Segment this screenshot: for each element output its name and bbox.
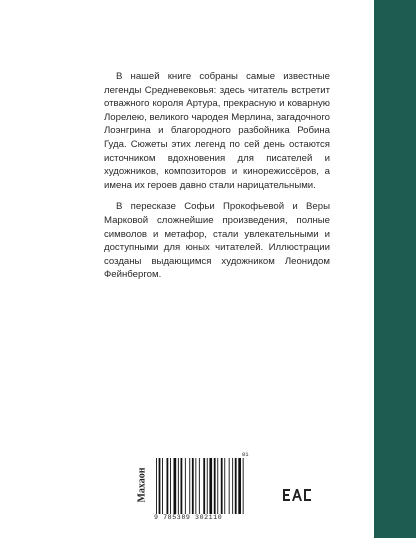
- barcode-digits: 9 785389 302110: [154, 514, 223, 521]
- eac-certification-mark: [282, 488, 312, 502]
- back-cover-blurb: [104, 70, 330, 290]
- publisher-logo: [136, 462, 148, 508]
- spine-color-band: [374, 0, 416, 538]
- publisher-logo-text: Махаон: [136, 467, 148, 503]
- blurb-paragraph-1: В нашей книге собраны самые известные легенды Средневековья: здесь читатель встретит отважного короля Артура, прекрасную и коварную Лорелею, великого чародея Мерлина, загадочного Лоэнгрина и благородного разбойника Робина Гуда. Сюжеты этих легенд по сей день остаются источником вдохновения для писателей и художников, композиторов и кинорежиссёров, а имена их героев давно стали нарицательными.: [104, 71, 330, 191]
- barcode-addon-digits: 01: [242, 451, 249, 458]
- blurb-paragraph-2: В пересказе Софьи Прокофьевой и Веры Марковой сложнейшие произведения, полные символов и метафор, стали увлекательными и доступными для юных читателей. Иллюстрации созданы выдающимся художником Леонидом Фейнбергом.: [104, 201, 330, 281]
- isbn-barcode: [154, 458, 264, 516]
